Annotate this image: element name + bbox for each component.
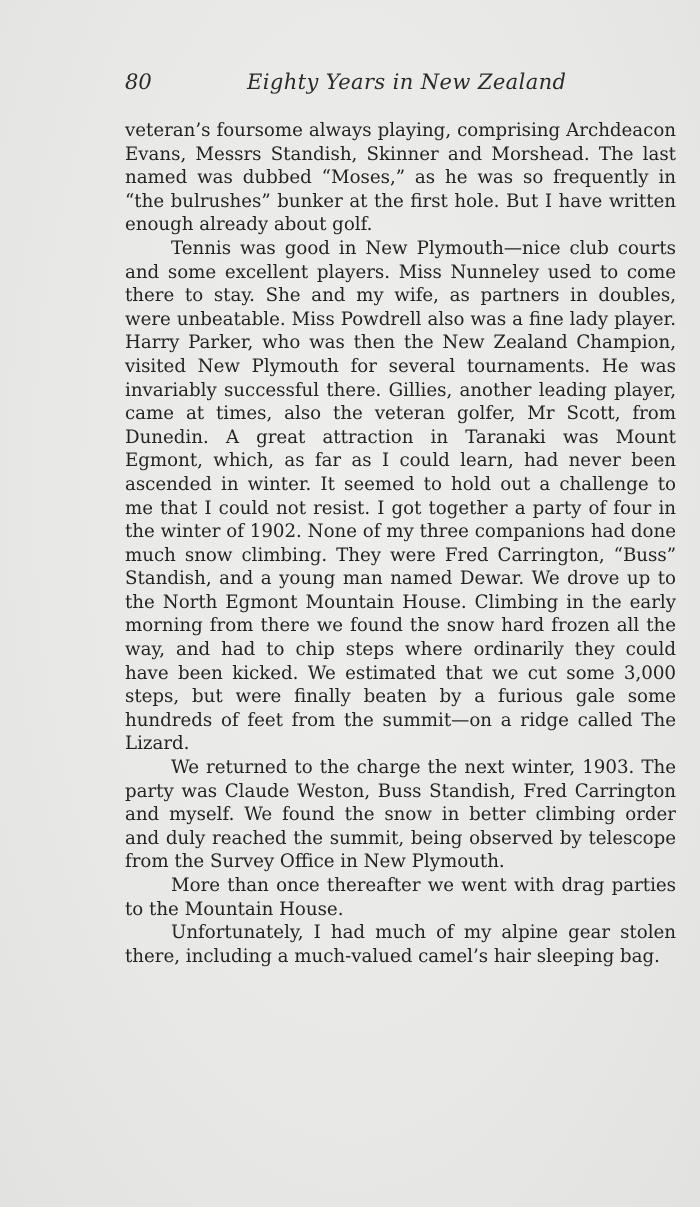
paragraph-drag-parties: More than once thereafter we went with drag parties to the Mountain House. <box>125 875 676 920</box>
page-number: 80 <box>125 70 152 94</box>
paragraph-summit: We returned to the charge the next winter, 1903. The party was Claude Weston, Buss Standish, Fred Carrington and myself. We found the snow in better climbing order and duly reached the summit, being observed by telescope from the Survey Office in New Plymouth. <box>125 757 676 873</box>
paragraph-golf: veteran’s foursome always playing, comprising Archdeacon Evans, Messrs Standish, Skinner and Morshead. The last named was dubbed “Moses,” as he was so frequently in “the bulrushes” bunker at the first hole. But I have written enough already about golf. <box>125 120 676 236</box>
running-title: Eighty Years in New Zealand <box>247 70 567 94</box>
body-text <box>125 119 676 968</box>
paragraph-stolen-gear: Unfortunately, I had much of my alpine gear stolen there, including a much-valued camel’s hair sleeping bag. <box>125 922 676 967</box>
paragraph-tennis-egmont: Tennis was good in New Plymouth—nice club courts and some excellent players. Miss Nunneley used to come there to stay. She and my wife, as partners in doubles, were unbeatable. Miss Powdrell also was a fine lady player. Harry Parker, who was then the New Zealand Champion, visited New Plymouth for several tournaments. He was invariably successful there. Gillies, another leading player, came at times, also the veteran golfer, Mr Scott, from Dunedin. A great attraction in Taranaki was Mount Egmont, which, as far as I could learn, had never been ascended in winter. It seemed to hold out a challenge to me that I could not resist. I got together a party of four in the winter of 1902. None of my three companions had done much snow climbing. They were Fred Carrington, “Buss” Standish, and a young man named Dewar. We drove up to the North Egmont Mountain House. Climbing in the early morning from there we found the snow hard frozen all the way, and had to chip steps where ordinarily they could have been kicked. We estimated that we cut some 3,000 steps, but were finally beaten by a furious gale some hundreds of feet from the summit—on a ridge called The Lizard. <box>125 237 676 755</box>
page-header <box>125 70 567 100</box>
